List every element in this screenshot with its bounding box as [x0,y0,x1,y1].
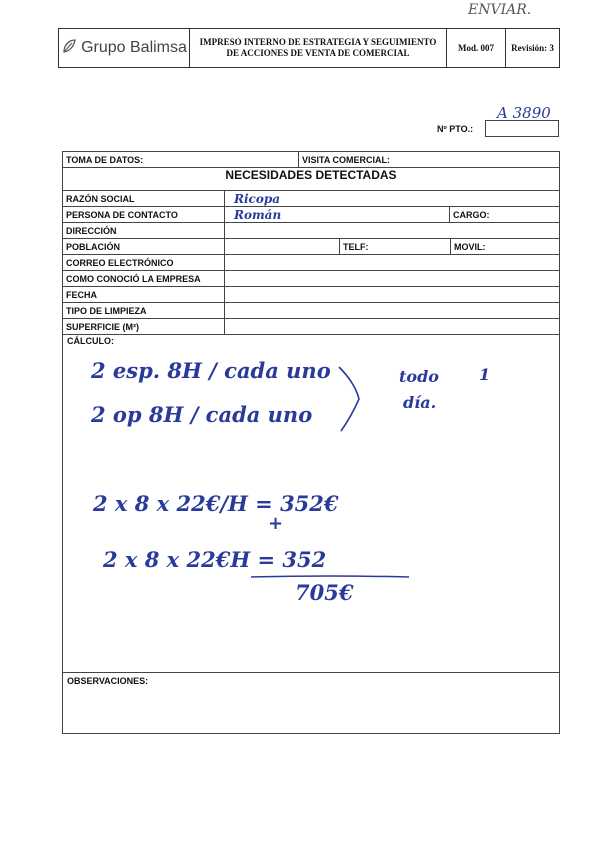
row-tipo-limpieza [63,303,559,319]
tipo-limpieza-field [225,303,559,318]
direccion-label: DIRECCIÓN [63,223,225,238]
cargo-label: CARGO: [453,209,490,220]
form-title: IMPRESO INTERNO DE ESTRATEGIA Y SEGUIMIENTO DE ACCIONES DE VENTA DE COMERCIAL [190,29,447,67]
top-handwritten-note: ENVIAR. [468,2,532,18]
fecha-label: FECHA [63,287,225,302]
row-direccion [63,223,559,239]
plus-sign: + [268,513,284,534]
brace-mark [337,365,363,433]
razon-social-label: RAZÓN SOCIAL [63,191,225,206]
npto-value: A 3890 [497,104,551,122]
logo-text: Grupo Balimsa [81,39,187,56]
contacto-label: PERSONA DE CONTACTO [63,207,225,222]
superficie-field [225,319,559,334]
row-superficie [63,319,559,335]
calc-line-4: 2 x 8 x 22€H = 352 [103,547,327,572]
npto-label: Nº PTO.: [437,124,474,134]
row-toma-visita [63,152,559,168]
razon-social-value: Ricopa [234,191,281,206]
row-correo [63,255,559,271]
row-como-conocio [63,271,559,287]
calc-line-2: 2 op 8H / cada uno [91,402,313,427]
contacto-value: Román [234,207,282,222]
tipo-limpieza-label: TIPO DE LIMPIEZA [63,303,225,318]
como-conocio-field [225,271,559,286]
brace-note-one: 1 [479,365,491,384]
toma-de-datos-label: TOMA DE DATOS: [63,152,299,167]
calc-line-1: 2 esp. 8H / cada uno [91,358,331,383]
observaciones-label: OBSERVACIONES: [67,676,149,686]
correo-label: CORREO ELECTRÓNICO [63,255,225,270]
movil-label: MOVIL: [454,241,486,252]
superficie-label: SUPERFICIE (M²) [63,319,225,334]
razon-social-field [225,191,559,206]
brace-note-dia: día. [403,393,437,412]
correo-field [225,255,559,270]
calc-total: 705€ [295,580,354,605]
company-logo [59,29,190,67]
npto-box [485,120,559,137]
document-header [58,28,560,68]
poblacion-field [225,239,340,254]
row-poblacion [63,239,559,255]
row-razon-social [63,191,559,207]
visita-comercial-label: VISITA COMERCIAL: [302,154,390,165]
revision-number: Revisión: 3 [511,43,554,53]
needs-banner: NECESIDADES DETECTADAS [63,168,559,191]
row-contacto [63,207,559,223]
calculo-label: CÁLCULO: [67,336,114,346]
como-conocio-label: COMO CONOCIÓ LA EMPRESA [63,271,225,286]
data-form [62,151,560,734]
row-fecha [63,287,559,303]
model-number: Mod. 007 [447,29,506,67]
brace-note-todo: todo [399,367,439,386]
contacto-field [225,207,450,222]
calculo-section [63,335,559,673]
stylized-leaf-icon [61,38,77,59]
poblacion-label: POBLACIÓN [63,239,225,254]
calc-line-3: 2 x 8 x 22€/H = 352€ [93,491,339,516]
telf-label: TELF: [340,239,451,254]
direccion-field [225,223,559,238]
observaciones-section [63,673,559,733]
fecha-field [225,287,559,302]
